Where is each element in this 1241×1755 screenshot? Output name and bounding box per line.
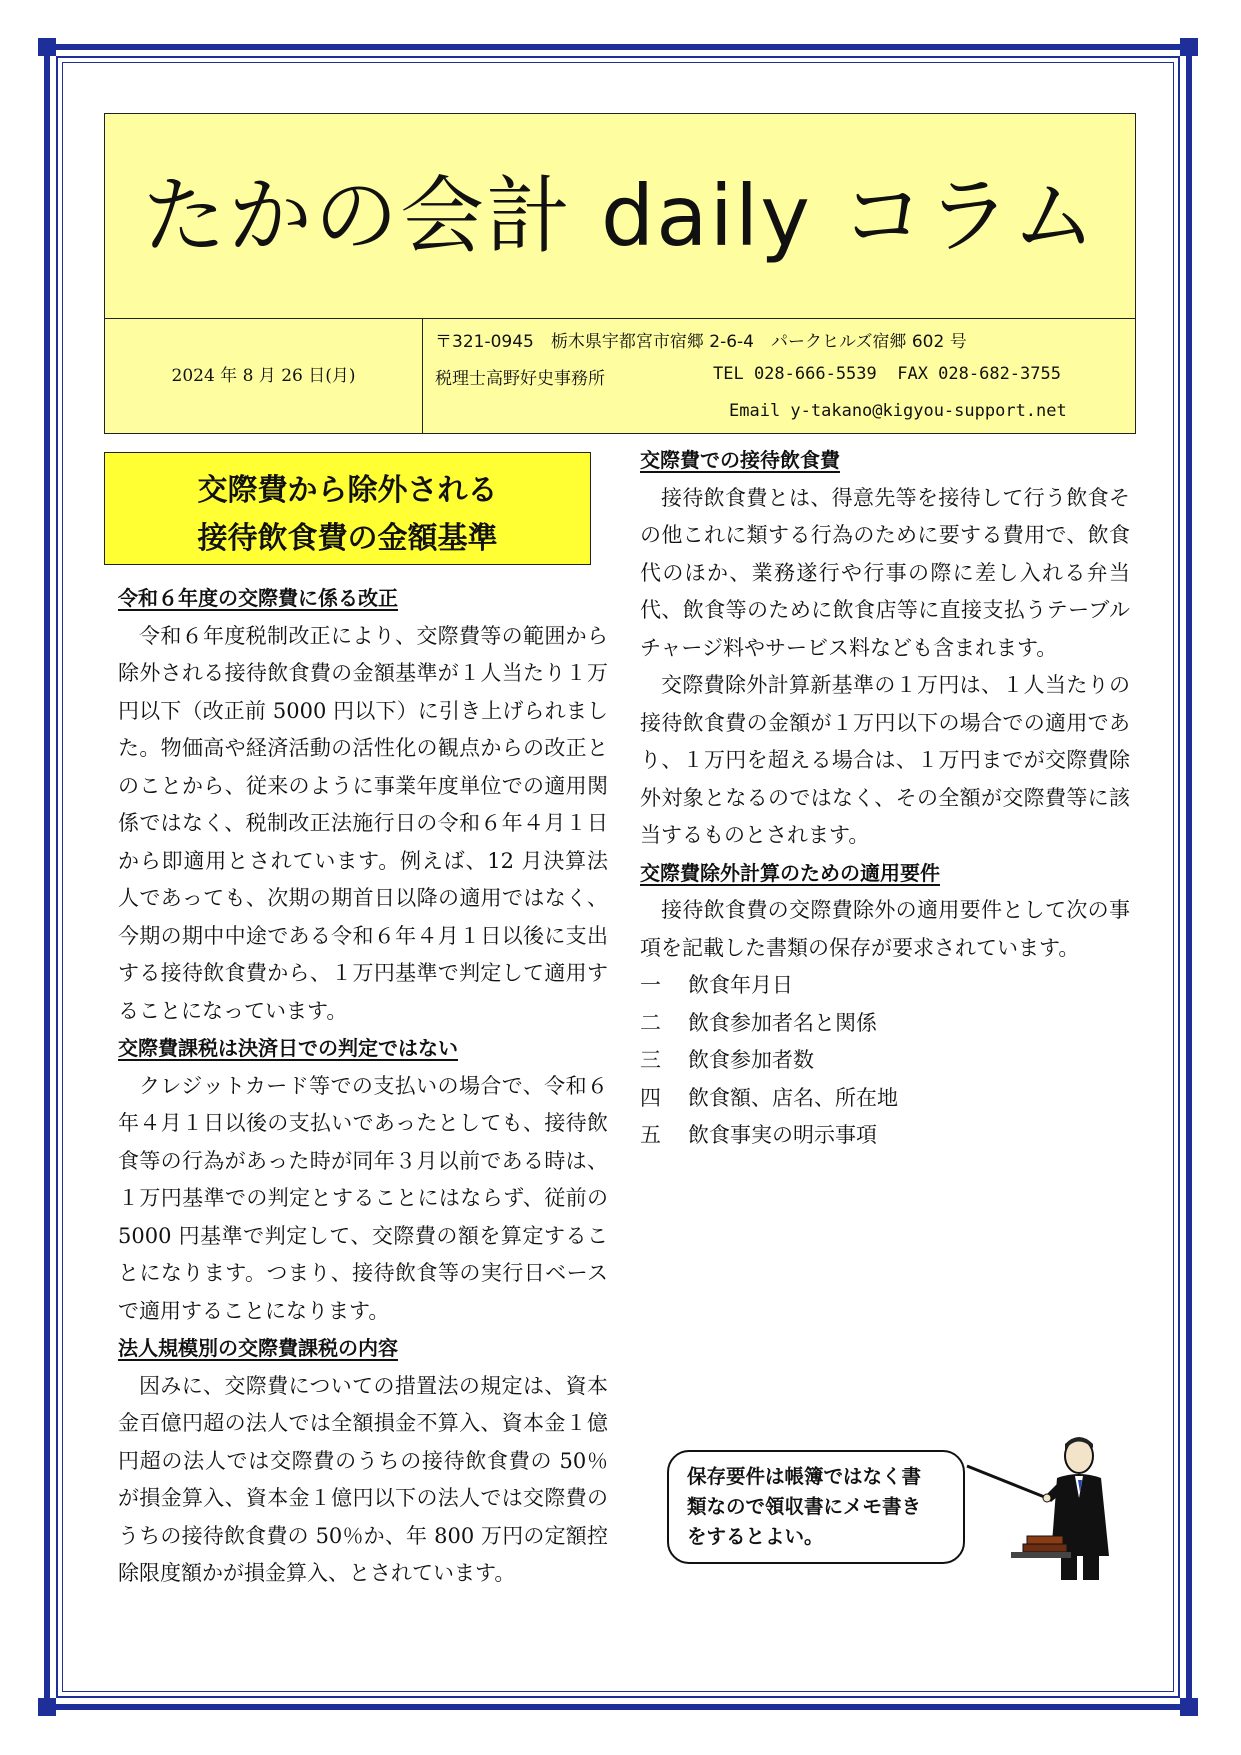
section-title: 法人規模別の交際費課税の内容 — [118, 1336, 398, 1360]
masthead — [104, 113, 1136, 434]
contact-info — [423, 319, 1135, 433]
requirements-list — [640, 967, 1130, 1155]
list-item-text: 飲食事実の明示事項 — [688, 1123, 877, 1147]
frame-corner-bottom-right — [1180, 1698, 1198, 1716]
list-item-text: 飲食参加者数 — [688, 1048, 814, 1072]
article-heading — [104, 452, 591, 565]
section-body: 接待飲食費とは、得意先等を接待して行う飲食その他これに類する行為のために要する費用で、飲食代のほか、業務遂行や行事の際に差し入れる弁当代、飲食等のために飲食店等に直接支払うテーブルチャージ料やサービス料なども含まれます。 — [640, 485, 1130, 660]
list-item-number: 五 — [640, 1123, 661, 1147]
section-body: 因みに、交際費についての措置法の規定は、資本金百億円超の法人では全額損金不算入、資本金１億円超の法人では交際費のうちの接待飲食費の 50％が損金算入、資本金１億円以下の法人では交際費のうちの接待飲食費の 50％か、年 800 万円の定額控除限度額かが損金算入、とされています。 — [118, 1373, 608, 1585]
office-address — [435, 327, 967, 352]
section-title: 令和６年度の交際費に係る改正 — [118, 586, 398, 610]
section-title: 交際費での接待飲食費 — [640, 448, 840, 472]
date-cell — [105, 319, 423, 433]
speech-bubble-line: をするとよい。 — [687, 1525, 824, 1548]
article-column-right — [640, 442, 1130, 1155]
page-title: たかの会計 daily コラム — [142, 167, 1098, 265]
list-item — [640, 1080, 1130, 1118]
list-item-number: 四 — [640, 1085, 661, 1110]
frame-corner-bottom-left — [38, 1698, 56, 1716]
section-body: クレジットカード等での支払いの場合で、令和６年４月１日以後の支払いであったとしても、接待飲食等の行為があった時が同年３月以前である時は、１万円基準での判定とすることにはならず、従前の 5000 円基準で判定して、交際費の額を算定することになります。つまり、接待飲食等の実行日ベースで適用することになります。 — [118, 1073, 608, 1323]
list-item — [640, 967, 1130, 1005]
title-area — [105, 114, 1135, 319]
section-title: 交際費除外計算のための適用要件 — [640, 860, 940, 885]
list-item-number: 三 — [640, 1048, 661, 1072]
speech-bubble-line: 保存要件は帳簿ではなく書 — [687, 1465, 922, 1488]
list-item-text: 飲食参加者名と関係 — [688, 1010, 877, 1035]
frame-corner-top-left — [38, 38, 56, 56]
list-item — [640, 1005, 1130, 1043]
office-address-text: 〒321-0945 栃木県宇都宮市宿郷 2-6-4 パークヒルズ宿郷 602 号 — [435, 332, 967, 352]
teacher-pointer-icon — [965, 1426, 1125, 1586]
section-body: 接待飲食費の交際費除外の適用要件として次の事項を記載した書類の保存が要求されています。 — [640, 898, 1130, 960]
speech-bubble-text — [687, 1462, 957, 1552]
list-item-number: 二 — [640, 1010, 661, 1035]
phone-fax: TEL 028-666-5539 FAX 028-682-3755 — [713, 364, 1061, 384]
article-column-left — [118, 580, 608, 1593]
section-body: 令和６年度税制改正により、交際費等の範囲から除外される接待飲食費の金額基準が１人当たり１万円以下（改正前 5000 円以下）に引き上げられました。物価高や経済活動の活性化の観点からの改正とのことから、従来のように事業年度単位での適用関係ではなく、税制改正法施行日の令和６年４月１日から即適用とされています。例えば、12 月決算法人であっても、次期の期首日以降の適用ではなく、今期の期中中途である令和６年４月１日以後に支出する接待飲食費から、１万円基準で判定して適用することになっています。 — [118, 623, 608, 1023]
article-heading-line2: 接待飲食費の金額基準 — [197, 521, 498, 556]
list-item — [640, 1117, 1130, 1155]
list-item-text: 飲食年月日 — [688, 973, 793, 997]
speech-bubble-line: 類なので領収書にメモ書き — [687, 1495, 922, 1518]
email-address[interactable]: Email y-takano@kigyou-support.net — [729, 401, 1067, 421]
office-name-line — [435, 364, 605, 389]
list-item-number: 一 — [640, 973, 661, 997]
section-body: 交際費除外計算新基準の１万円は、１人当たりの接待飲食費の金額が１万円以下の場合での適用であり、１万円を超える場合は、１万円までが交際費除外対象となるのではなく、その全額が交際費等に該当するものとされます。 — [640, 673, 1130, 847]
section-title: 交際費課税は決済日での判定ではない — [118, 1036, 458, 1060]
list-item — [640, 1042, 1130, 1080]
list-item-text: 飲食額、店名、所在地 — [688, 1085, 898, 1110]
office-name: 税理士高野好史事務所 — [435, 369, 605, 389]
frame-corner-top-right — [1180, 38, 1198, 56]
article-heading-line1: 交際費から除外される — [197, 473, 498, 508]
speech-bubble — [667, 1450, 965, 1564]
issue-date: 2024 年 8 月 26 日(月) — [171, 366, 356, 386]
